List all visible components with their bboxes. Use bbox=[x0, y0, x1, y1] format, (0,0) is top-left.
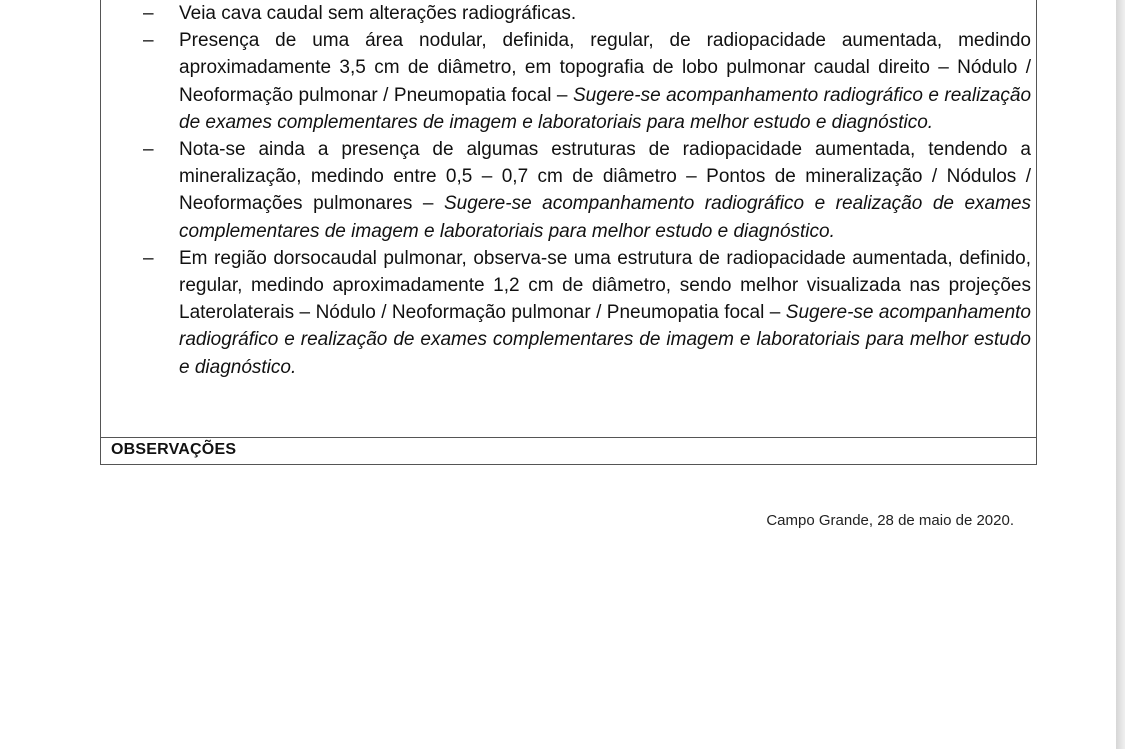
finding-item bbox=[143, 136, 1031, 245]
finding-recommendation: Sugere-se acompanhamento radiográfico e realização de exames complementares de imagem e laboratoriais para melhor estudo e diagnóstico. bbox=[179, 193, 1031, 242]
finding-text: Presença de uma área nodular, definida, regular, de radiopacidade aumentada, medindo aproximadamente 3,5 cm de diâmetro, em topografia de lobo pulmonar caudal direito – Nódulo / Neoformação pulmonar / Pneumopatia focal – bbox=[179, 30, 1031, 106]
dash-bullet: – bbox=[143, 139, 154, 161]
finding-text: Veia cava caudal sem alterações radiográficas. bbox=[179, 3, 577, 24]
page-edge-shadow bbox=[1116, 0, 1125, 749]
finding-text: Nota-se ainda a presença de algumas estruturas de radiopacidade aumentada, tendendo a mineralização, medindo entre 0,5 – 0,7 cm de diâmetro – Pontos de mineralização / Nódulos / Neoformações pulmonares – bbox=[179, 139, 1031, 215]
findings-box bbox=[100, 0, 1037, 438]
dash-bullet: – bbox=[143, 247, 154, 269]
dash-bullet: – bbox=[143, 3, 154, 24]
findings-list bbox=[143, 0, 1031, 381]
finding-recommendation: Sugere-se acompanhamento radiográfico e realização de exames complementares de imagem e laboratoriais para melhor estudo e diagnóstico. bbox=[179, 302, 1031, 378]
place-date: Campo Grande, 28 de maio de 2020. bbox=[766, 512, 1014, 529]
finding-item bbox=[143, 245, 1031, 381]
finding-item bbox=[143, 0, 1031, 27]
observations-label: OBSERVAÇÕES bbox=[111, 441, 237, 458]
finding-recommendation: Sugere-se acompanhamento radiográfico e realização de exames complementares de imagem e laboratoriais para melhor estudo e diagnóstico. bbox=[179, 84, 1032, 133]
observations-row bbox=[100, 438, 1037, 465]
finding-text: Em região dorsocaudal pulmonar, observa-se uma estrutura de radiopacidade aumentada, definido, regular, medindo aproximadamente 1,2 cm de diâmetro, sendo melhor visualizada nas projeções Laterolaterais – Nódulo / Neoformação pulmonar / Pneumopatia focal – bbox=[179, 247, 1031, 324]
dash-bullet: – bbox=[143, 30, 154, 52]
finding-item bbox=[143, 27, 1031, 136]
